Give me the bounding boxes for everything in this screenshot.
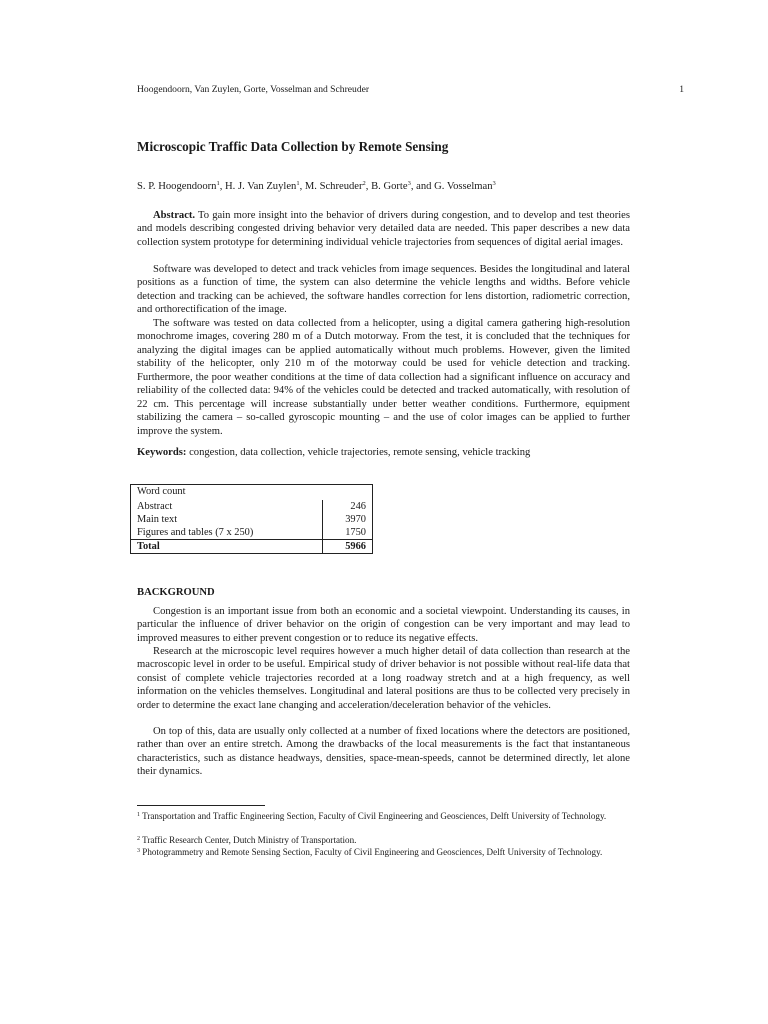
table-total-value: 5966 bbox=[322, 540, 372, 554]
table-cell-value: 1750 bbox=[322, 526, 372, 540]
footnote-text: Transportation and Traffic Engineering Section, Faculty of Civil Engineering and Geosciences, Delft University of Technology. bbox=[140, 811, 607, 821]
table-row bbox=[131, 526, 373, 540]
author-name: S. P. Hoogendoorn bbox=[137, 181, 217, 192]
footnote bbox=[137, 834, 630, 846]
author-name: H. J. Van Zuylen bbox=[225, 181, 297, 192]
table-cell-label: Figures and tables (7 x 250) bbox=[131, 526, 323, 540]
author-name: B. Gorte bbox=[371, 181, 408, 192]
footnote bbox=[137, 846, 630, 858]
author-list bbox=[137, 180, 637, 193]
table-total-label: Total bbox=[131, 540, 323, 554]
keywords-label: Keywords: bbox=[137, 447, 187, 458]
table-cell-value: 246 bbox=[322, 500, 372, 513]
table-cell-label: Abstract bbox=[131, 500, 323, 513]
table-total-row bbox=[131, 540, 373, 554]
footnote bbox=[137, 810, 630, 822]
author-separator: , and bbox=[410, 181, 435, 192]
table-row bbox=[131, 500, 373, 513]
abstract-text: To gain more insight into the behavior of drivers during congestion, and to develop and test theories and models describing congested driving behavior very detailed data are needed. This paper describes a new data collection system prototype for determining individual vehicle trajectories from sequences of digital aerial images. bbox=[137, 210, 630, 248]
keywords-text: congestion, data collection, vehicle trajectories, remote sensing, vehicle tracking bbox=[186, 447, 531, 458]
body-paragraph: Congestion is an important issue from both an economic and a societal viewpoint. Understanding its causes, in particular the influence of driver behavior on the origin of congestion can be very important and may lead to improved measures to either prevent congestion or to reduce its negative effects. bbox=[137, 606, 630, 644]
abstract-label: Abstract. bbox=[153, 210, 196, 221]
paper-title: Microscopic Traffic Data Collection by Remote Sensing bbox=[137, 139, 449, 154]
table-header: Word count bbox=[131, 485, 373, 501]
keywords bbox=[137, 446, 637, 459]
table-header-row bbox=[131, 485, 373, 501]
author-affiliation-mark: 2 bbox=[362, 180, 366, 187]
author-affiliation-mark: 1 bbox=[296, 180, 300, 187]
author-name: G. Vosselman bbox=[434, 181, 493, 192]
body-paragraph: Research at the microscopic level requires however a much higher detail of data collection than research at the macroscopic level in order to be useful. Empirical study of driver behavior is not possible without real-life data that consist of complete vehicle trajectories recorded at a long roadway stretch and at a high frequency, as well information on the vehicles themselves. Longitudinal and lateral positions are thus to be collected very precisely in order to determine the exact lane changing and acceleration/deceleration behavior of the vehicles. bbox=[137, 646, 630, 711]
author-name: M. Schreuder bbox=[304, 181, 363, 192]
author-affiliation-mark: 1 bbox=[216, 180, 220, 187]
footnote-mark: 1 bbox=[137, 812, 140, 818]
body-paragraph: On top of this, data are usually only collected at a number of fixed locations where the detectors are positioned, rather than over an entire stretch. Among the drawbacks of the local measurements is the fact that instantaneous characteristics, such as distance headways, densities, space-mean-speeds, cannot be determined directly, let alone their dynamics. bbox=[137, 726, 630, 778]
table-cell-label: Main text bbox=[131, 513, 323, 526]
word-count-table bbox=[130, 484, 373, 554]
author-separator: , bbox=[365, 181, 372, 192]
abstract-paragraph bbox=[137, 209, 630, 249]
section-heading: BACKGROUND bbox=[137, 587, 215, 598]
footnote-mark: 2 bbox=[137, 836, 140, 842]
table-row bbox=[131, 513, 373, 526]
footnote-divider bbox=[137, 805, 265, 806]
running-head: Hoogendoorn, Van Zuylen, Gorte, Vosselman and Schreuder bbox=[137, 84, 370, 95]
footnote-mark: 3 bbox=[137, 848, 140, 854]
abstract-paragraph-3: The software was tested on data collected from a helicopter, using a digital camera gathering high-resolution monochrome images, covering 280 m of a Dutch motorway. From the test, it is concluded that the techniques for analyzing the digital images can be applied automatically without much problems. However, given the limited stability of the helicopter, only 210 m of the motorway could be used for vehicle detection and tracking. Furthermore, the poor weather conditions at the time of data collection had a significant influence on accuracy and reliability of the collected data: 94% of the vehicles could be detected and tracked automatically, with resolution of 22 cm. This percentage will increase substantially under better weather conditions. Furthermore, equipment stabilizing the camera – so-called gyroscopic mounting – and the use of color images can be applied to further improve the system. bbox=[137, 318, 630, 437]
page-number: 1 bbox=[679, 84, 684, 95]
author-affiliation-mark: 3 bbox=[407, 180, 411, 187]
author-separator: , bbox=[299, 181, 305, 192]
author-separator: , bbox=[219, 181, 226, 192]
author-affiliation-mark: 3 bbox=[492, 180, 496, 187]
abstract-paragraph-2: Software was developed to detect and track vehicles from image sequences. Besides the longitudinal and lateral positions as a function of time, the system can also determine the vehicle lengths and widths. Before vehicle detection and tracking can be achieved, the software handles correction for lens distortion, radiometric correction, and orthorectification of the image. bbox=[137, 264, 630, 316]
footnote-text: Photogrammetry and Remote Sensing Section, Faculty of Civil Engineering and Geosciences, Delft University of Technology. bbox=[140, 847, 603, 857]
table-cell-value: 3970 bbox=[322, 513, 372, 526]
footnote-text: Traffic Research Center, Dutch Ministry of Transportation. bbox=[140, 835, 357, 845]
